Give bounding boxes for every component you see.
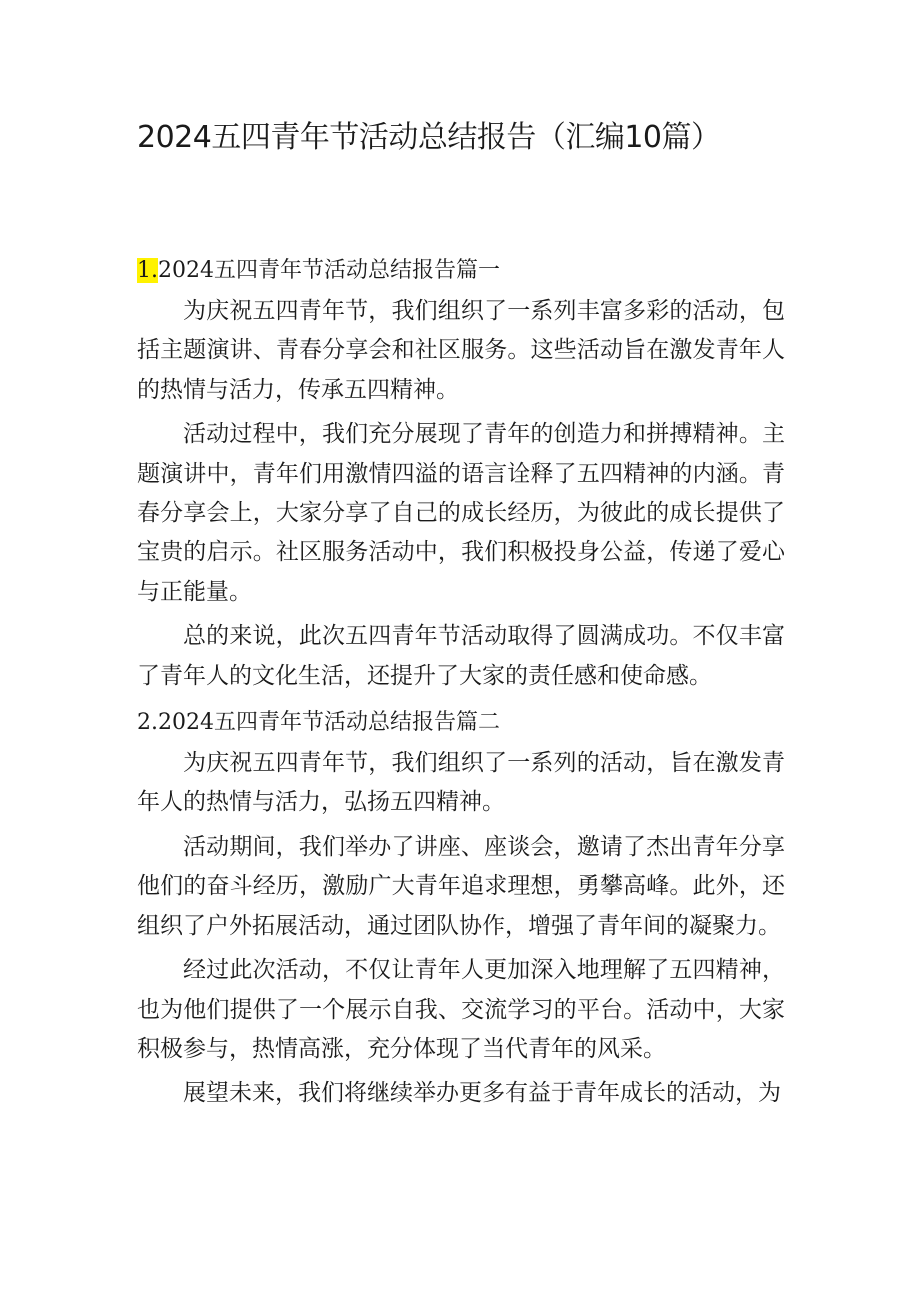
section-heading-text: 2024五四青年节活动总结报告篇二	[158, 710, 500, 736]
paragraph: 活动过程中，我们充分展现了青年的创造力和拼搏精神。主题演讲中，青年们用激情四溢的语言诠释了五四精神的内涵。青春分享会上，大家分享了自己的成长经历，为彼此的成长提供了宝贵的启示。社区服务活动中，我们积极投身公益，传递了爱心与正能量。	[137, 421, 785, 605]
paragraph: 为庆祝五四青年节，我们组织了一系列的活动，旨在激发青年人的热情与活力，弘扬五四精神。	[137, 750, 785, 816]
paragraph: 活动期间，我们举办了讲座、座谈会，邀请了杰出青年分享他们的奋斗经历，激励广大青年追求理想，勇攀高峰。此外，还组织了户外拓展活动，通过团队协作，增强了青年间的凝聚力。	[137, 833, 785, 939]
section-heading-2	[137, 701, 785, 744]
document-body	[137, 249, 785, 1119]
paragraph: 总的来说，此次五四青年节活动取得了圆满成功。不仅丰富了青年人的文化生活，还提升了大家的责任感和使命感。	[137, 623, 785, 689]
section-number: 2.	[137, 710, 158, 736]
highlighted-section-number: 1.	[137, 258, 158, 283]
paragraph: 为庆祝五四青年节，我们组织了一系列丰富多彩的活动，包括主题演讲、青春分享会和社区服务。这些活动旨在激发青年人的热情与活力，传承五四精神。	[137, 298, 785, 403]
paragraph: 展望未来，我们将继续举办更多有益于青年成长的活动，为	[183, 1080, 781, 1107]
section-heading-text: 2024五四青年节活动总结报告篇一	[158, 258, 500, 283]
section-heading-1	[137, 249, 785, 292]
paragraph: 经过此次活动，不仅让青年人更加深入地理解了五四精神，也为他们提供了一个展示自我、交流学习的平台。活动中，大家积极参与，热情高涨，充分体现了当代青年的风采。	[137, 957, 785, 1062]
document-title: 2024五四青年节活动总结报告（汇编10篇）	[137, 120, 721, 155]
